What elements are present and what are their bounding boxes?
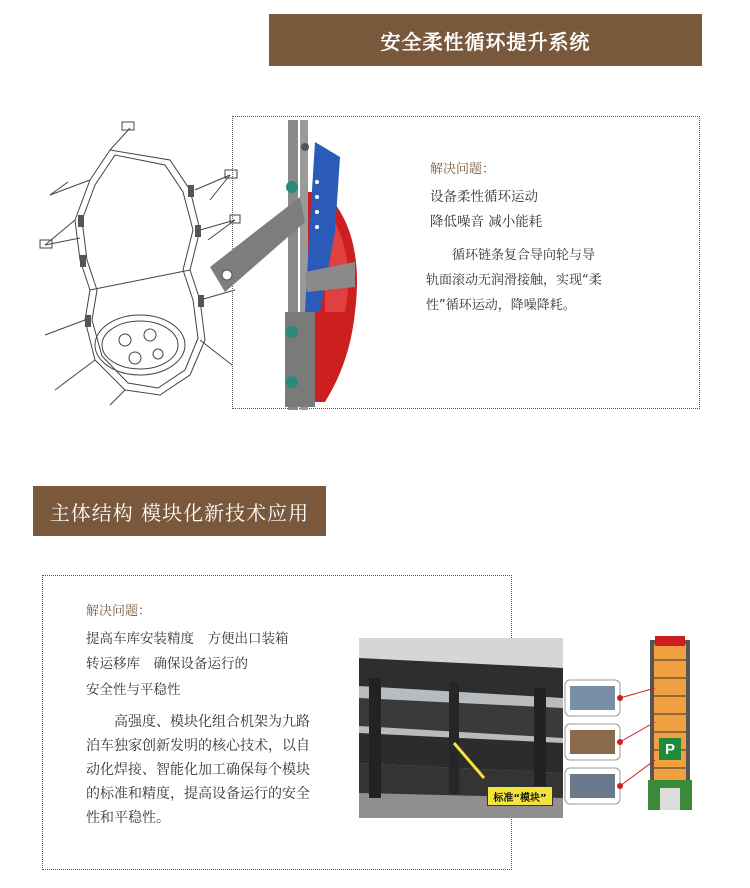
section-banner-modular-structure: 主体结构 模块化新技术应用 bbox=[33, 486, 326, 536]
section1-line-2: 降低噪音 减小能耗 bbox=[430, 214, 543, 230]
parking-tower-diagram bbox=[560, 630, 710, 830]
section2-line-1: 提高车库安装精度 方便出口装箱 bbox=[86, 631, 289, 647]
parking-sign-icon: P bbox=[659, 738, 681, 760]
section2-paragraph: 高强度、模块化组合机架为九路泊车独家创新发明的核心技术，以自动化焊接、智能化加工确保每个模块的标准和精度，提高设备运行的安全性和平稳性。 bbox=[86, 714, 310, 826]
photo-callout-label: 标准“模块” bbox=[487, 786, 553, 806]
section1-question-title: 解决问题： bbox=[430, 162, 496, 177]
section2-line-3: 安全性与平稳性 bbox=[86, 682, 181, 698]
section1-paragraph: 循环链条复合导向轮与导轨面滚动无润滑接触，实现“柔性”循环运动，降噪降耗。 bbox=[426, 248, 602, 313]
lift-mechanism-render bbox=[205, 112, 355, 412]
section2-question-title: 解决问题： bbox=[86, 604, 152, 619]
section2-line-2: 转运移库 确保设备运行的 bbox=[86, 656, 248, 672]
section1-line-1: 设备柔性循环运动 bbox=[430, 189, 538, 205]
section-banner-lift-system: 安全柔性循环提升系统 bbox=[269, 14, 702, 66]
